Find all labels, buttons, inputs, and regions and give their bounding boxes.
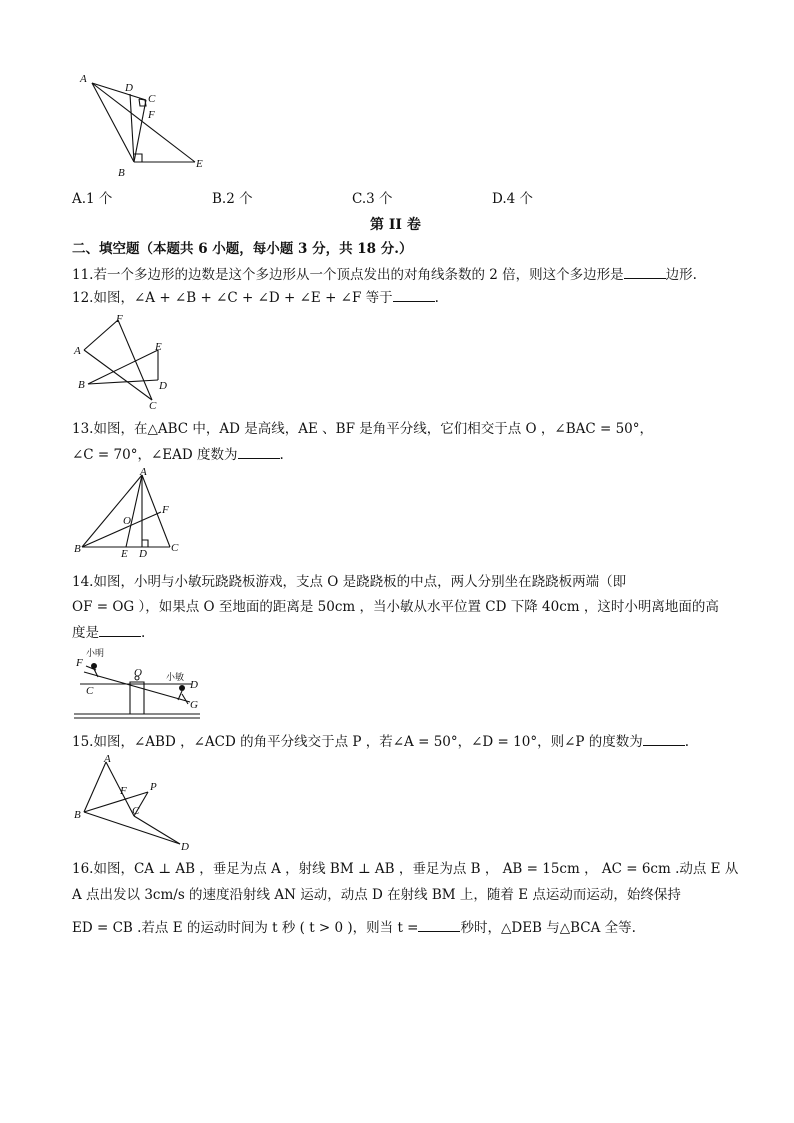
q15-suffix: . [684, 734, 690, 750]
option-d: D.4 个 [492, 191, 534, 207]
fig-top-label-d: D [125, 82, 133, 94]
fig-top-label-c: C [148, 93, 156, 105]
fig12-label-c: C [149, 400, 157, 412]
q12-suffix: . [434, 290, 439, 306]
fig15-label-a: A [104, 753, 111, 765]
fig14-label-d: D [190, 679, 198, 691]
question-13-line1: 13.如图，在△ABC 中，AD 是高线，AE 、BF 是角平分线，它们相交于点 O ，∠BAC = 50°， [72, 421, 654, 437]
volume-title: 第 II 卷 [370, 217, 421, 233]
figure-q10 [70, 68, 210, 180]
q12-text: 12.如图，∠A + ∠B + ∠C + ∠D + ∠E + ∠F 等于 [72, 290, 393, 306]
fig-top-label-f: F [148, 109, 155, 121]
q14-answer-blank[interactable] [99, 622, 141, 637]
question-15 [72, 731, 689, 751]
option-a: A.1 个 [72, 191, 113, 207]
q12-answer-blank[interactable] [393, 287, 435, 302]
question-14-line2: OF = OG ），如果点 O 至地面的距离是 50cm ，当小敏从水平位置 CD 下降 40cm ，这时小明离地面的高 [72, 599, 719, 615]
fig14-label-xiaomin: 小敏 [166, 672, 185, 682]
option-c: C.3 个 [352, 191, 393, 207]
q16-text: ED = CB .若点 E 的运动时间为 t 秒 ( t > 0 )，则当 t = [72, 920, 419, 936]
q11-answer-blank[interactable] [624, 264, 666, 279]
q13-text: ∠C = 70°，∠EAD 度数为 [72, 447, 238, 463]
question-14-line1: 14.如图，小明与小敏玩跷跷板游戏，支点 O 是跷跷板的中点，两人分别坐在跷跷板两端（即 [72, 574, 627, 590]
figure-q14-seesaw [72, 644, 202, 722]
q13-answer-blank[interactable] [238, 444, 280, 459]
q13-suffix: . [279, 447, 284, 463]
fig13-label-o: O [123, 515, 131, 527]
q14-text: 度是 [72, 625, 99, 641]
figure-q12 [72, 312, 182, 412]
fig14-label-g: G [190, 699, 198, 711]
question-16-line1: 16.如图，CA ⊥ AB ，垂足为点 A ，射线 BM ⊥ AB ，垂足为点 B ， AB = 15cm ， AC = 6cm .动点 E 从 [72, 861, 739, 877]
fig15-label-f: F [120, 785, 127, 797]
fig-top-label-a: A [80, 73, 87, 85]
section-heading: 二、填空题（本题共 6 小题，每小题 3 分，共 18 分.） [72, 241, 413, 257]
fig12-label-e: E [155, 341, 162, 353]
fig14-label-o: O [134, 667, 142, 679]
fig13-label-d: D [139, 548, 147, 559]
question-11 [72, 264, 697, 284]
fig12-label-f: F [116, 313, 123, 325]
fig14-label-f: F [76, 657, 83, 669]
figure-q15 [70, 752, 195, 852]
fig12-label-d: D [159, 380, 167, 392]
option-b: B.2 个 [212, 191, 253, 207]
fig-top-label-b: B [118, 167, 125, 179]
fig12-label-a: A [74, 345, 81, 357]
q15-text: 15.如图，∠ABD ，∠ACD 的角平分线交于点 P ，若∠A = 50°，∠D = 10°，则∠P 的度数为 [72, 734, 643, 750]
fig15-label-d: D [181, 841, 189, 852]
fig-top-label-e: E [196, 158, 203, 170]
q11-text: 11.若一个多边形的边数是这个多边形从一个顶点发出的对角线条数的 2 倍，则这个多边形是 [72, 267, 624, 283]
q14-suffix: . [141, 625, 146, 641]
fig15-label-p: P [150, 781, 157, 793]
fig13-label-f: F [162, 504, 169, 516]
fig13-label-e: E [121, 548, 128, 559]
fig13-label-c: C [171, 542, 179, 554]
fig14-label-c: C [86, 685, 94, 697]
fig14-label-xiaoming: 小明 [86, 648, 105, 658]
fig13-label-a: A [140, 467, 147, 478]
fig15-label-b: B [74, 809, 81, 821]
question-16-line2: A 点出发以 3cm/s 的速度沿射线 AN 运动，动点 D 在射线 BM 上，随着 E 点运动而运动，始终保持 [72, 887, 681, 903]
q16-suffix: 秒时，△DEB 与△BCA 全等. [460, 920, 636, 936]
fig15-label-c: C [132, 805, 140, 817]
question-12 [72, 287, 439, 307]
q15-answer-blank[interactable] [643, 731, 685, 746]
fig12-label-b: B [78, 379, 85, 391]
q16-answer-blank[interactable] [418, 917, 460, 932]
question-14-line3 [72, 622, 145, 642]
question-16-line3 [72, 917, 636, 937]
figure-q13 [70, 467, 185, 559]
question-13-line2 [72, 444, 284, 464]
fig13-label-b: B [74, 543, 81, 555]
q11-suffix: 边形. [665, 267, 697, 283]
